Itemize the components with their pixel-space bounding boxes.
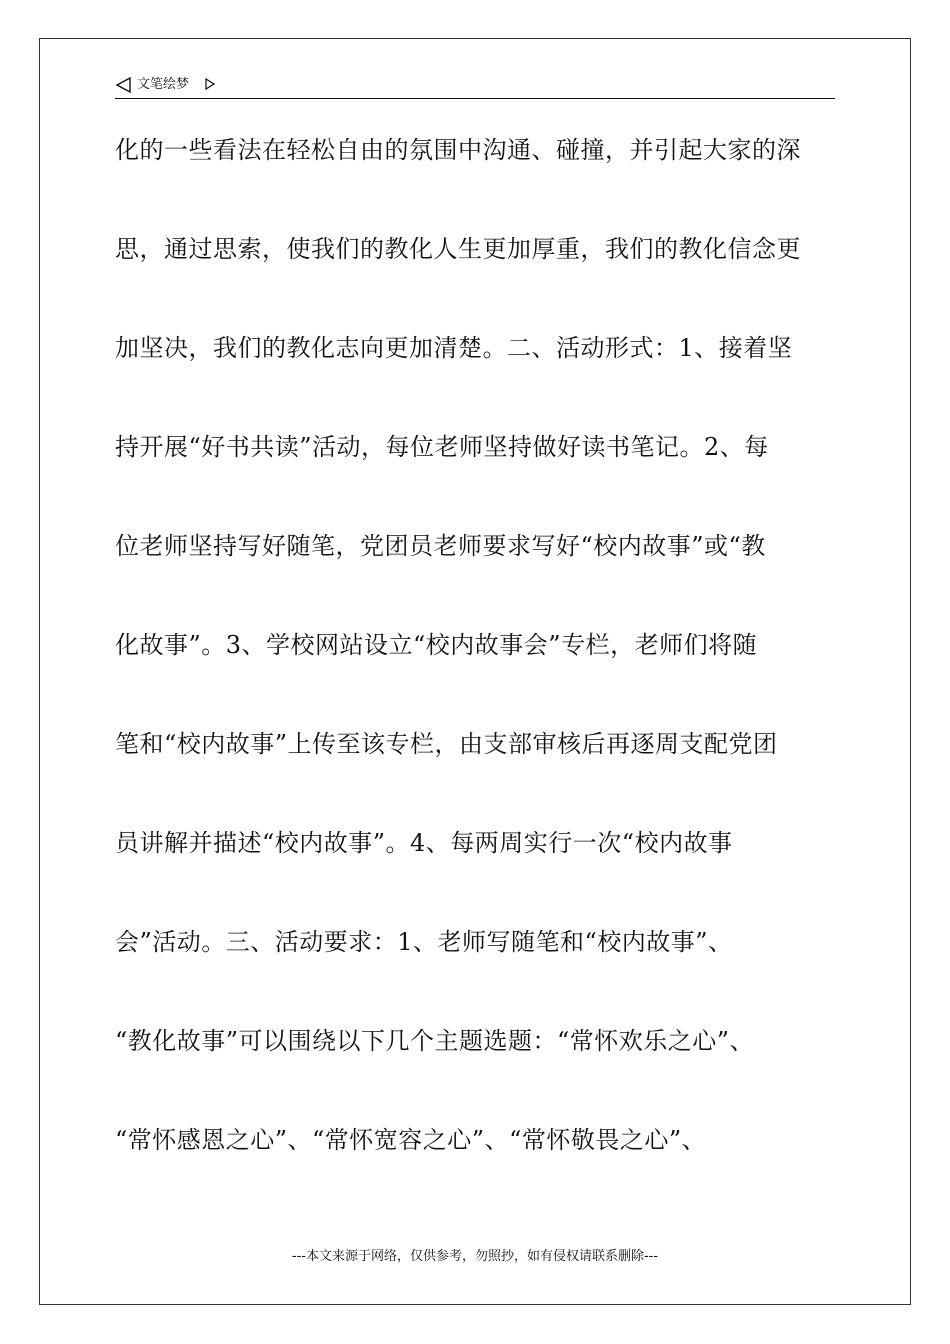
- header-divider: [115, 98, 835, 99]
- footer-disclaimer: ---本文来源于网络，仅供参考，勿照抄，如有侵权请联系删除---: [291, 1249, 659, 1264]
- body-line: 思，通过思索，使我们的教化人生更加厚重，我们的教化信念更: [115, 235, 801, 263]
- body-line: 员讲解并描述“校内故事”。4、每两周实行一次“校内故事: [115, 829, 733, 857]
- body-line: 持开展“好书共读”活动，每位老师坚持做好读书笔记。2、每: [115, 433, 769, 461]
- body-line: 化故事”。3、学校网站设立“校内故事会”专栏，老师们将随: [115, 631, 758, 659]
- body-line: “常怀感恩之心”、“常怀宽容之心”、“常怀敬畏之心”、: [115, 1126, 707, 1154]
- page-header: [115, 74, 835, 98]
- body-line: “教化故事”可以围绕以下几个主题选题：“常怀欢乐之心”、: [115, 1027, 755, 1055]
- document-body: [115, 125, 835, 1214]
- triangle-right-small-icon: [205, 78, 215, 90]
- body-line: 笔和“校内故事”上传至该专栏，由支部审核后再逐周支配党团: [115, 730, 778, 758]
- triangle-left-outline-icon: [115, 76, 133, 94]
- body-line: 会”活动。三、活动要求：1、老师写随笔和“校内故事”、: [115, 928, 733, 956]
- body-line: 位老师坚持写好随笔，党团员老师要求写好“校内故事”或“教: [115, 532, 766, 560]
- header-title: 文笔绘梦: [137, 77, 190, 92]
- body-line: 加坚决，我们的教化志向更加清楚。二、活动形式：1、接着坚: [115, 334, 793, 362]
- body-line: 化的一些看法在轻松自由的氛围中沟通、碰撞，并引起大家的深: [115, 136, 801, 164]
